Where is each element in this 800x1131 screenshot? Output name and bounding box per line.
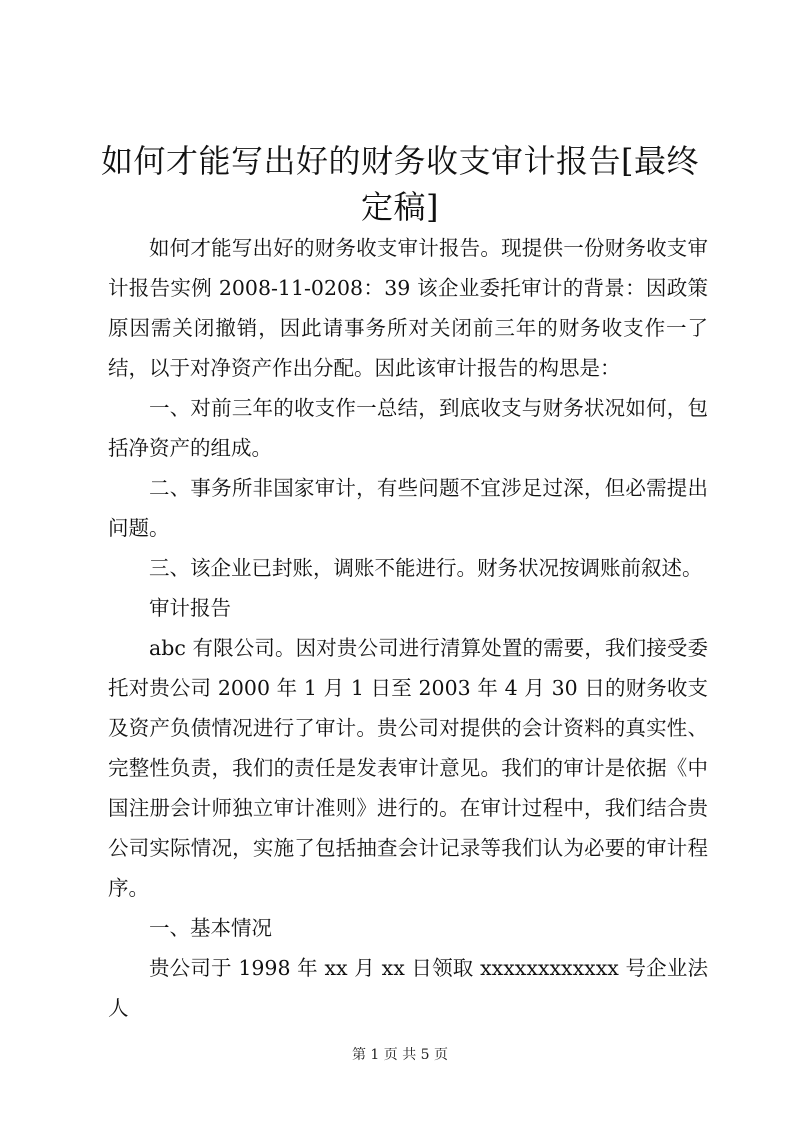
paragraph-point-3: 三、该企业已封账，调账不能进行。财务状况按调账前叙述。 [149,556,703,580]
paragraph-intro: 如何才能写出好的财务收支审计报告。现提供一份财务收支审计报告实例 2008-11-0208：39 该企业委托审计的背景：因政策原因需关闭撤销，因此请事务所对关闭前三年的财务收支作一了结，以于对净资产作出分配。因此该审计报告的构思是： [108,236,708,380]
paragraph-audit-scope: abc 有限公司。因对贵公司进行清算处置的需要，我们接受委托对贵公司 2000 年 1 月 1 日至 2003 年 4 月 30 日的财务收支及资产负债情况进行了审计。贵公司对提供的会计资料的真实性、完整性负责，我们的责任是发表审计意见。我们的审计是依据《中国注册会计师独立审计准则》进行的。在审计过程中，我们结合贵公司实际情况，实施了包括抽查会计记录等我们认为必要的审计程序。 [108,636,708,900]
paragraph-basic-info: 贵公司于 1998 年 xx 月 xx 日领取 xxxxxxxxxxxx 号企业法人 [108,956,708,1020]
section-heading-basic-info: 一、基本情况 [149,916,272,940]
page-footer: 第 1 页 共 5 页 [351,1047,449,1063]
paragraph-point-1: 一、对前三年的收支作一总结，到底收支与财务状况如何，包括净资产的组成。 [108,396,708,460]
section-heading-audit-report: 审计报告 [149,596,231,620]
document-body [108,228,708,1028]
paragraph-point-2: 二、事务所非国家审计，有些问题不宜涉足过深，但必需提出问题。 [108,476,708,540]
document-title: 如何才能写出好的财务收支审计报告[最终定稿] [101,142,699,226]
